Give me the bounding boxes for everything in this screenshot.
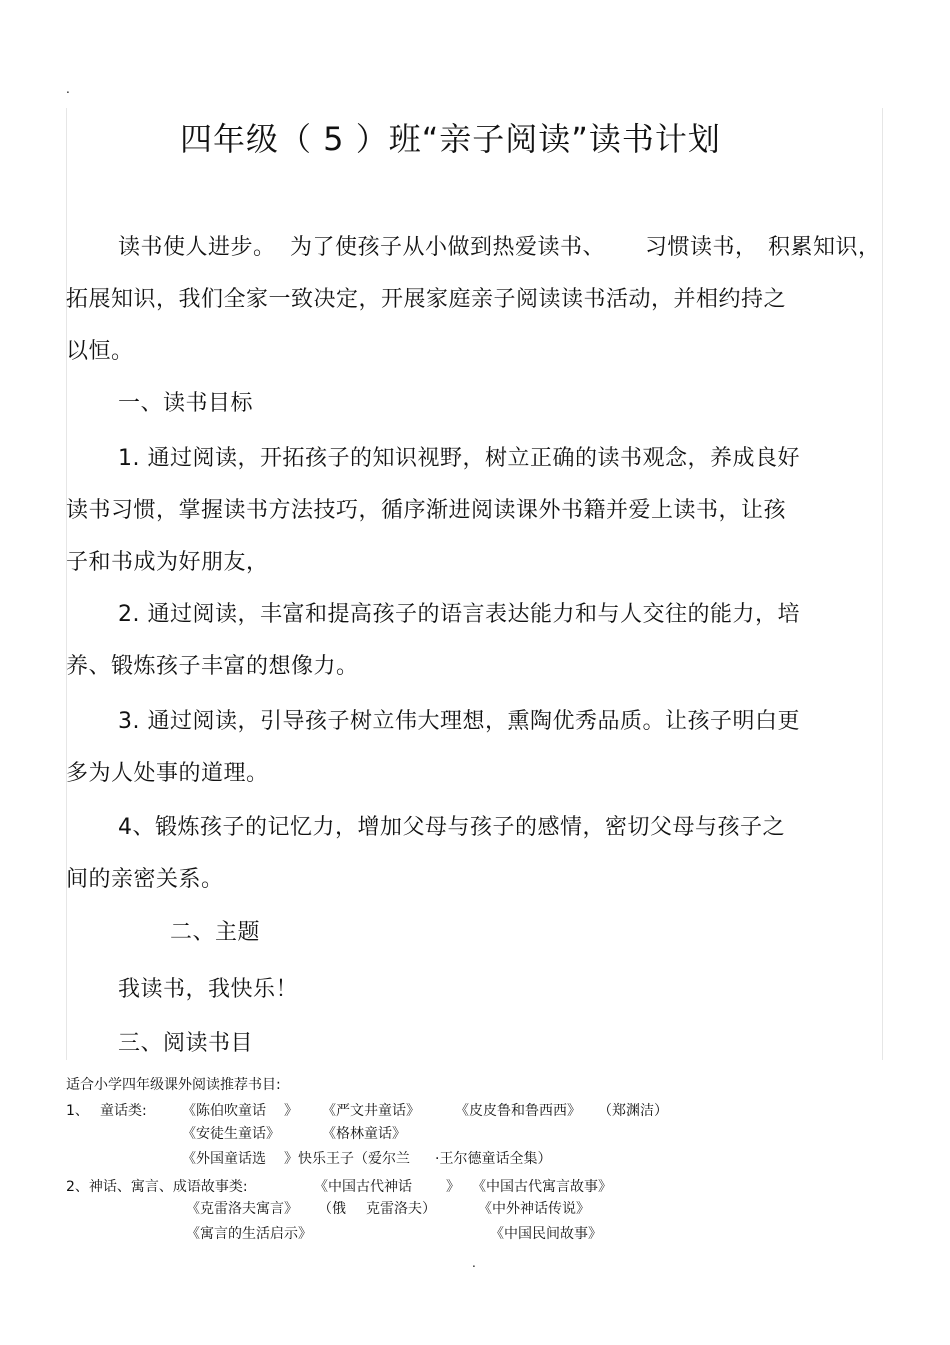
book-title: 《严文井童话》: [322, 1103, 420, 1119]
goal-2-line-2: 养、锻炼孩子丰富的想像力。: [66, 654, 359, 679]
book-author: （俄: [318, 1201, 346, 1217]
book-title: 《中国古代神话: [314, 1179, 412, 1195]
goal-3-line-2: 多为人处事的道理。: [66, 761, 269, 786]
header-dot: .: [66, 82, 70, 96]
book-title: 《中外神话传说》: [478, 1201, 590, 1217]
booklist-intro: 适合小学四年级课外阅读推荐书目:: [66, 1077, 281, 1093]
book-title: 《克雷洛夫寓言》: [186, 1201, 298, 1217]
book-title-close: 》: [284, 1103, 298, 1119]
page-left-border: [66, 108, 67, 1060]
book-title: 《皮皮鲁和鲁西西》: [455, 1103, 581, 1119]
book-title: 《寓言的生活启示》: [186, 1226, 312, 1242]
goal-1-line-2: 读书习惯，掌握读书方法技巧，循序渐进阅读课外书籍并爱上读书，让孩: [66, 498, 787, 523]
category-2-label: 2、神话、寓言、成语故事类:: [66, 1179, 248, 1195]
goal-1-line-1: 1. 通过阅读，开拓孩子的知识视野，树立正确的读书观念，养成良好: [118, 446, 800, 471]
section-heading-goals: 一、读书目标: [118, 391, 254, 416]
footer-dot: .: [472, 1256, 476, 1270]
theme-text: 我读书，我快乐！: [118, 977, 299, 1002]
book-title-close: 》: [446, 1179, 460, 1195]
intro-line-1c: 习惯读书，: [645, 235, 758, 260]
book-author: 克雷洛夫）: [366, 1201, 436, 1217]
intro-line-3: 以恒。: [66, 339, 134, 364]
book-title: ·王尔德童话全集）: [435, 1151, 552, 1167]
goal-3-line-1: 3. 通过阅读，引导孩子树立伟大理想，熏陶优秀品质。让孩子明白更: [118, 709, 800, 734]
category-1-number: 1、: [66, 1103, 89, 1119]
book-title: 《格林童话》: [322, 1126, 406, 1142]
book-title: 》快乐王子（爱尔兰: [284, 1151, 410, 1167]
book-title: 《外国童话选: [182, 1151, 266, 1167]
intro-line-1d: 积累知识，: [768, 235, 881, 260]
goal-4-line-1: 4、锻炼孩子的记忆力，增加父母与孩子的感情，密切父母与孩子之: [118, 815, 785, 840]
book-author: （郑渊洁）: [598, 1103, 668, 1119]
goal-2-line-1: 2. 通过阅读，丰富和提高孩子的语言表达能力和与人交往的能力，培: [118, 602, 800, 627]
intro-line-1b: 为了使孩子从小做到热爱读书、: [290, 235, 606, 260]
intro-line-2: 拓展知识，我们全家一致决定，开展家庭亲子阅读读书活动，并相约持之: [66, 287, 787, 312]
document-title: 四年级（ 5 ）班“亲子阅读”读书计划: [180, 120, 721, 158]
goal-1-line-3: 子和书成为好朋友，: [66, 550, 269, 575]
book-title: 《中国民间故事》: [490, 1226, 602, 1242]
book-title: 《安徒生童话》: [182, 1126, 280, 1142]
page-right-border: [882, 108, 883, 1060]
section-heading-booklist: 三、阅读书目: [118, 1031, 254, 1056]
category-1-label: 童话类:: [100, 1103, 147, 1119]
book-title: 《中国古代寓言故事》: [472, 1179, 612, 1195]
intro-line-1a: 读书使人进步。: [118, 235, 276, 260]
section-heading-theme: 二、主题: [170, 920, 261, 945]
book-title: 《陈伯吹童话: [182, 1103, 266, 1119]
goal-4-line-2: 间的亲密关系。: [66, 867, 224, 892]
